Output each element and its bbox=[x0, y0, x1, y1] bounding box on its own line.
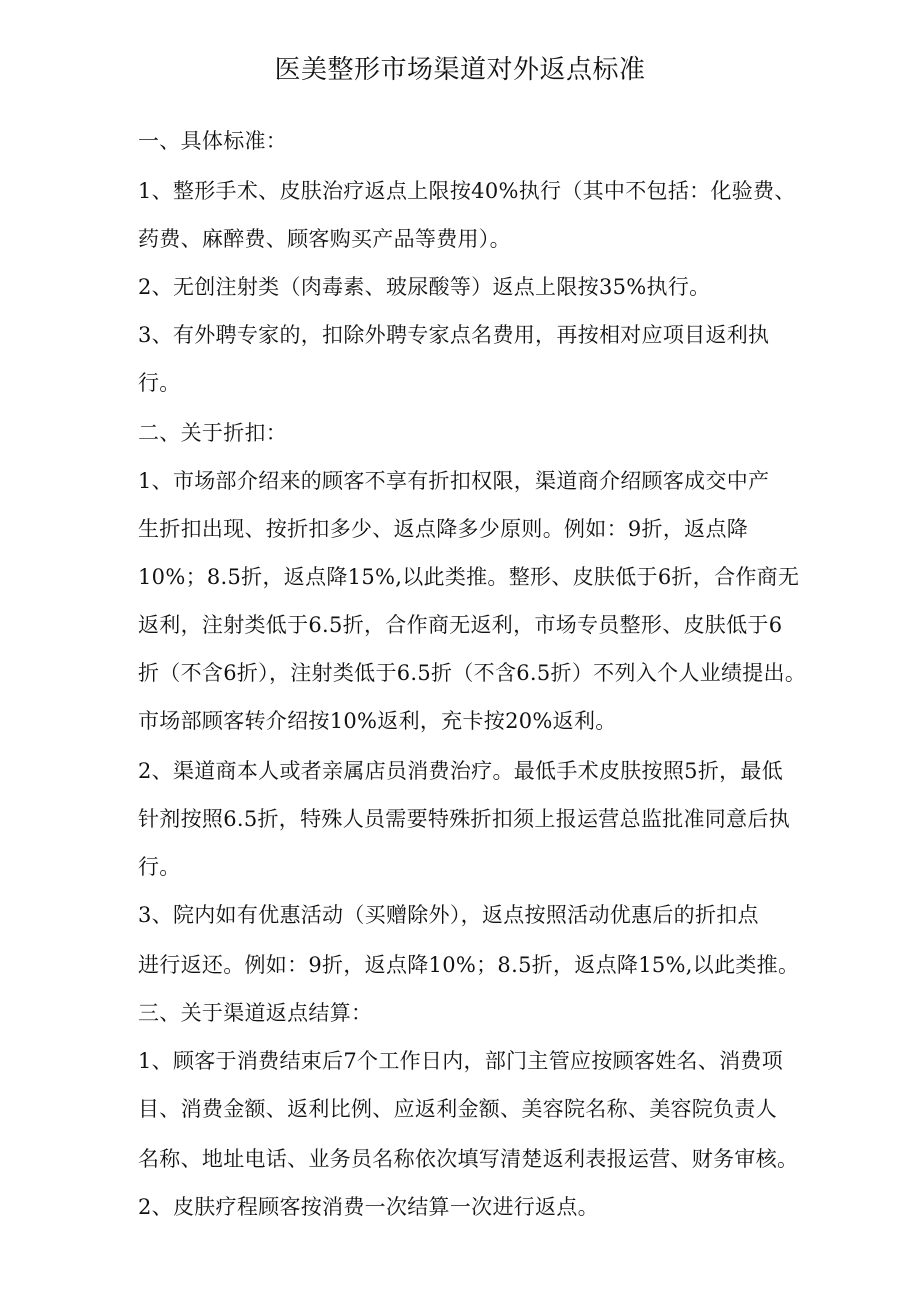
section-heading-1: 一、具体标准： bbox=[138, 129, 288, 153]
text-line: 折（不含6折），注射类低于6.5折（不含6.5折）不列入个人业绩提出。 bbox=[138, 661, 807, 685]
text-line: 生折扣出现、按折扣多少、返点降多少原则。例如：9折，返点降 bbox=[138, 517, 749, 541]
text-line: 行。 bbox=[138, 855, 181, 879]
text-line: 2、渠道商本人或者亲属店员消费治疗。最低手术皮肤按照5折，最低 bbox=[138, 759, 784, 783]
text-line: 药费、麻醉费、顾客购买产品等费用）。 bbox=[138, 227, 511, 251]
text-line: 1、整形手术、皮肤治疗返点上限按40%执行（其中不包括：化验费、 bbox=[138, 179, 796, 203]
text-line: 3、院内如有优惠活动（买赠除外），返点按照活动优惠后的折扣点 bbox=[138, 903, 759, 927]
text-line: 针剂按照6.5折，特殊人员需要特殊折扣须上报运营总监批准同意后执 bbox=[138, 807, 790, 831]
text-line: 10%；8.5折，返点降15%,以此类推。整形、皮肤低于6折，合作商无 bbox=[138, 565, 800, 589]
text-line: 1、顾客于消费结束后7个工作日内，部门主管应按顾客姓名、消费项 bbox=[138, 1049, 784, 1073]
text-line: 2、无创注射类（肉毒素、玻尿酸等）返点上限按35%执行。 bbox=[138, 275, 711, 299]
section-heading-2: 二、关于折扣： bbox=[138, 421, 288, 445]
text-line: 2、皮肤疗程顾客按消费一次结算一次进行返点。 bbox=[138, 1195, 599, 1219]
text-line: 返利，注射类低于6.5折，合作商无返利，市场专员整形、皮肤低于6 bbox=[138, 613, 783, 637]
section-heading-3: 三、关于渠道返点结算： bbox=[138, 1001, 373, 1025]
text-line: 目、消费金额、返利比例、应返利金额、美容院名称、美容院负责人 bbox=[138, 1097, 777, 1121]
text-line: 3、有外聘专家的，扣除外聘专家点名费用，再按相对应项目返利执 bbox=[138, 323, 770, 347]
text-line: 进行返还。例如：9折，返点降10%；8.5折，返点降15%,以此类推。 bbox=[138, 953, 800, 977]
document-title: 医美整形市场渠道对外返点标准 bbox=[274, 55, 646, 85]
text-line: 名称、地址电话、业务员名称依次填写清楚返利表报运营、财务审核。 bbox=[138, 1147, 799, 1171]
text-line: 市场部顾客转介绍按10%返利，充卡按20%返利。 bbox=[138, 709, 617, 733]
text-line: 1、市场部介绍来的顾客不享有折扣权限，渠道商介绍顾客成交中产 bbox=[138, 469, 770, 493]
text-line: 行。 bbox=[138, 371, 181, 395]
